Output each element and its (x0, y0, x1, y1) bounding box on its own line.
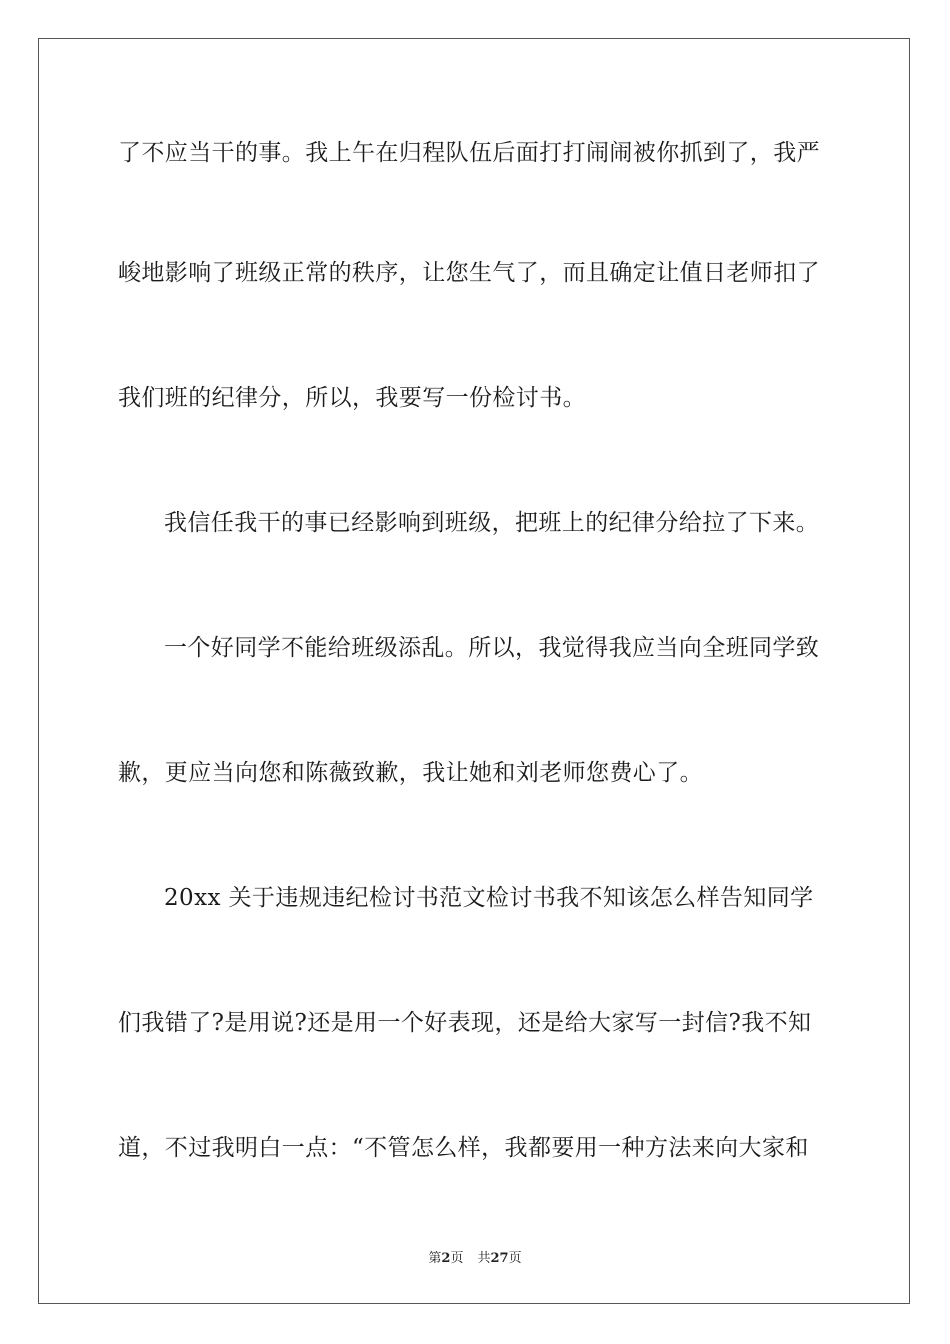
total-pages: 27 (490, 1251, 509, 1266)
text-line-7: 20xx 关于违规违纪检讨书范文检讨书我不知该怎么样告知同学 (164, 885, 814, 911)
page-suffix: 页 (450, 1251, 464, 1266)
page-footer (0, 1247, 950, 1266)
text-line-1: 了不应当干的事。我上午在归程队伍后面打打闹闹被你抓到了，我严 (118, 140, 820, 166)
page-border (38, 38, 910, 1304)
page-prefix: 第 (428, 1251, 442, 1266)
text-line-4: 我信任我干的事已经影响到班级，把班上的纪律分给拉了下来。 (164, 510, 820, 536)
total-suffix: 页 (508, 1251, 522, 1266)
text-line-9: 道，不过我明白一点：“不管怎么样，我都要用一种方法来向大家和 (118, 1135, 809, 1161)
text-line-5: 一个好同学不能给班级添乱。所以，我觉得我应当向全班同学致 (164, 635, 820, 661)
text-line-6: 歉，更应当向您和陈薇致歉，我让她和刘老师您费心了。 (118, 760, 703, 786)
page-number: 2 (441, 1251, 451, 1266)
text-line-8: 们我错了?是用说?还是用一个好表现，还是给大家写一封信?我不知 (118, 1010, 812, 1036)
text-line-2: 峻地影响了班级正常的秩序，让您生气了，而且确定让值日老师扣了 (118, 260, 820, 286)
text-line-3: 我们班的纪律分，所以，我要写一份检讨书。 (118, 385, 586, 411)
total-prefix: 共 (477, 1251, 491, 1266)
